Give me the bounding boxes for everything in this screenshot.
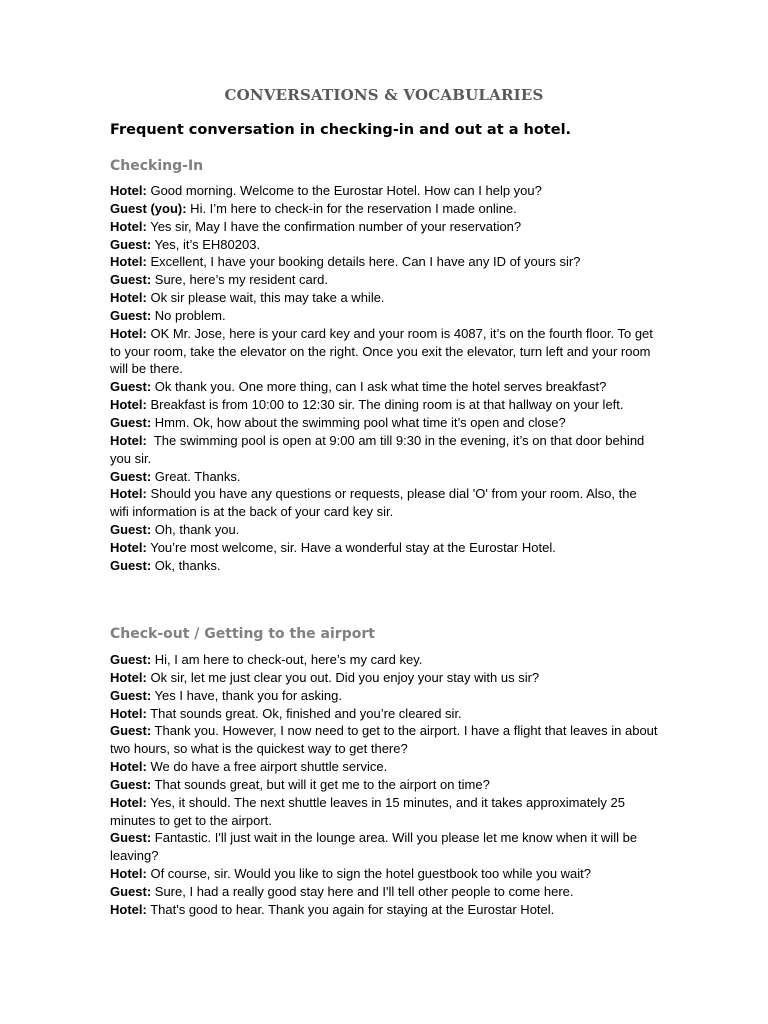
speaker-label: Guest: [110, 414, 152, 430]
dialogue-line [110, 485, 658, 521]
dialogue-text: Should you have any questions or requests, please dial 'O' from your room. Also, the wifi information is at the back of your card key sir. [110, 486, 641, 520]
speaker-label: Hotel: [110, 325, 147, 341]
dialogue-text: Hi, I am here to check-out, here’s my card key. [151, 652, 423, 667]
dialogue-line [110, 705, 658, 723]
dialogue-text: Sure, I had a really good stay here and I'll tell other people to come here. [151, 883, 574, 899]
speaker-label: Hotel: [110, 794, 147, 810]
dialogue-text: Breakfast is from 10:00 to 12:30 sir. The dining room is at that hallway on your left. [146, 397, 624, 413]
dialogue-line [110, 539, 658, 557]
dialogue-line [110, 182, 658, 200]
conversation-check-out [110, 651, 662, 919]
speaker-label: Hotel: [110, 539, 147, 555]
speaker-label: Hotel: [110, 901, 147, 917]
dialogue-text: Ok thank you. One more thing, can I ask what time the hotel serves breakfast? [151, 379, 607, 395]
dialogue-line [110, 200, 658, 218]
dialogue-line [110, 414, 658, 432]
dialogue-text: Yes sir, May I have the confirmation number of your reservation? [146, 218, 522, 234]
dialogue-line [110, 468, 658, 486]
dialogue-text: Thank you. However, I now need to get to the airport. I have a flight that leaves in about two hours, so what is the quickest way to get there? [110, 723, 662, 757]
speaker-label: Guest: [110, 652, 152, 667]
document-title: CONVERSATIONS & VOCABULARIES [224, 86, 544, 104]
dialogue-line [110, 378, 658, 396]
dialogue-text: Yes, it should. The next shuttle leaves in 15 minutes, and it takes approximately 25 minutes to get to the airport. [110, 794, 629, 828]
speaker-label: Hotel: [110, 705, 147, 721]
speaker-label: Guest: [110, 272, 152, 288]
dialogue-text: Fantastic. I'll just wait in the lounge area. Will you please let me know when it will be leaving? [110, 830, 641, 864]
dialogue-text: Great. Thanks. [151, 468, 241, 484]
dialogue-line [110, 794, 658, 830]
dialogue-text: Ok sir, let me just clear you out. Did you enjoy your stay with us sir? [146, 669, 540, 685]
dialogue-text: Hi. I’m here to check-in for the reservation I made online. [186, 200, 517, 216]
dialogue-line [110, 307, 658, 325]
dialogue-text: The swimming pool is open at 9:00 am till 9:30 in the evening, it’s on that door behind you sir. [110, 432, 648, 466]
dialogue-line [110, 236, 658, 254]
speaker-label: Guest (you): [110, 200, 187, 216]
dialogue-text: That sounds great, but will it get me to the airport on time? [151, 776, 490, 792]
dialogue-text: Ok, thanks. [151, 557, 221, 573]
speaker-label: Hotel: [110, 866, 147, 882]
dialogue-text: That's good to hear. Thank you again for staying at the Eurostar Hotel. [146, 901, 555, 917]
dialogue-line [110, 396, 658, 414]
dialogue-text: Ok sir please wait, this may take a while. [146, 290, 385, 306]
dialogue-line [110, 271, 658, 289]
speaker-label: Guest: [110, 830, 152, 846]
conversation-checking-in [110, 182, 658, 575]
speaker-label: Hotel: [110, 486, 147, 502]
dialogue-line [110, 432, 658, 468]
section-heading-check-out: Check-out / Getting to the airport [110, 626, 375, 642]
section-heading-checking-in: Checking-In [110, 158, 204, 174]
dialogue-line [110, 557, 658, 575]
speaker-label: Guest: [110, 379, 152, 395]
dialogue-text: Hmm. Ok, how about the swimming pool what time it’s open and close? [151, 414, 566, 430]
speaker-label: Guest: [110, 468, 152, 484]
dialogue-text: We do have a free airport shuttle service. [146, 759, 388, 775]
speaker-label: Guest: [110, 522, 152, 538]
speaker-label: Hotel: [110, 669, 147, 685]
dialogue-text: You’re most welcome, sir. Have a wonderful stay at the Eurostar Hotel. [146, 539, 556, 555]
dialogue-text: Excellent, I have your booking details here. Can I have any ID of yours sir? [146, 254, 581, 270]
dialogue-line [110, 325, 658, 379]
dialogue-line [110, 758, 658, 776]
dialogue-line [110, 776, 658, 794]
speaker-label: Guest: [110, 236, 152, 252]
speaker-label: Guest: [110, 307, 152, 323]
dialogue-text: Sure, here’s my resident card. [151, 272, 328, 288]
speaker-label: Hotel: [110, 290, 147, 306]
dialogue-line [110, 669, 658, 687]
dialogue-line [110, 253, 658, 271]
speaker-label: Hotel: [110, 254, 147, 270]
speaker-label: Guest: [110, 687, 152, 703]
dialogue-text: Good morning. Welcome to the Eurostar Hotel. How can I help you? [146, 183, 542, 198]
speaker-label: Guest: [110, 776, 152, 792]
dialogue-text: Oh, thank you. [151, 522, 240, 538]
document-subtitle: Frequent conversation in checking-in and out at a hotel. [110, 122, 572, 138]
speaker-label: Hotel: [110, 218, 147, 234]
dialogue-line [110, 687, 658, 705]
dialogue-line [110, 722, 662, 758]
speaker-label: Hotel: [110, 397, 147, 413]
dialogue-text: OK Mr. Jose, here is your card key and your room is 4087, it’s on the fourth floor. To get to your room, take the elevator on the right. Once you exit the elevator, turn left and your room will be there. [110, 325, 657, 377]
dialogue-text: Yes, it’s EH80203. [151, 236, 261, 252]
speaker-label: Guest: [110, 557, 152, 573]
dialogue-text: Yes I have, thank you for asking. [151, 687, 342, 703]
dialogue-line [110, 289, 658, 307]
dialogue-text: Of course, sir. Would you like to sign the hotel guestbook too while you wait? [146, 866, 592, 882]
speaker-label: Hotel: [110, 432, 147, 448]
dialogue-line [110, 651, 658, 669]
speaker-label: Hotel: [110, 183, 147, 198]
dialogue-line [110, 521, 658, 539]
dialogue-text: That sounds great. Ok, finished and you’re cleared sir. [146, 705, 462, 721]
speaker-label: Guest: [110, 723, 152, 739]
dialogue-line [110, 829, 658, 865]
dialogue-line [110, 218, 658, 236]
dialogue-line [110, 865, 658, 883]
speaker-label: Hotel: [110, 759, 147, 775]
dialogue-text: No problem. [151, 307, 226, 323]
dialogue-line [110, 883, 658, 901]
speaker-label: Guest: [110, 883, 152, 899]
dialogue-line [110, 901, 658, 919]
